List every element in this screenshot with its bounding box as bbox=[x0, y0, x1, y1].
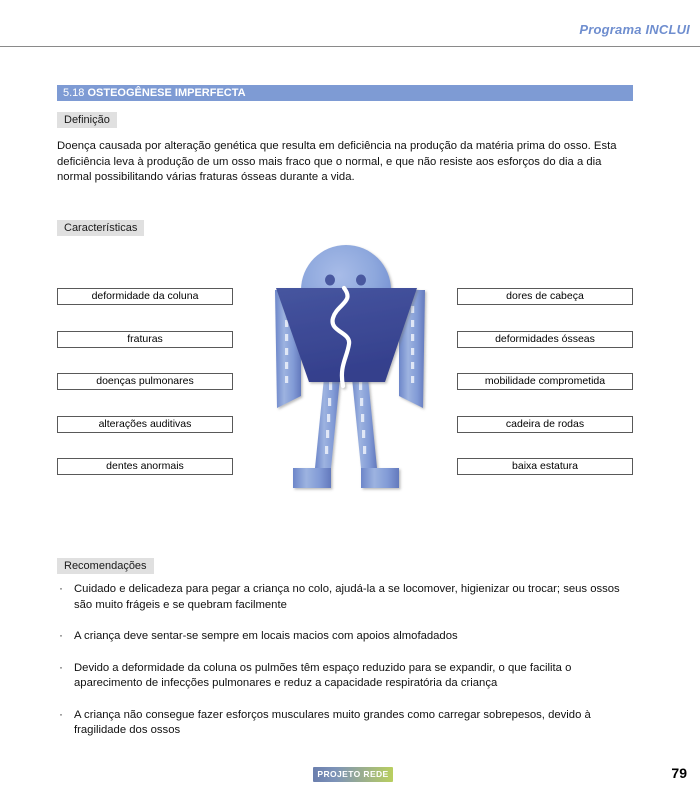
figure-eye-right bbox=[356, 275, 366, 286]
characteristic-box: alterações auditivas bbox=[57, 416, 233, 433]
recommendations-label: Recomendações bbox=[57, 558, 154, 574]
definition-text: Doença causada por alteração genética que resulta em deficiência na produção da matéria prima do osso. Esta deficiência leva à produção de um osso mais fraco que o normal, e que não resiste aos esforços do dia a dia normal possibilitando várias fraturas ósseas durante a vida. bbox=[57, 140, 617, 183]
bullet-icon: · bbox=[59, 581, 63, 595]
characteristic-box: cadeira de rodas bbox=[457, 416, 633, 433]
bullet-icon: · bbox=[59, 659, 63, 674]
characteristic-box: dores de cabeça bbox=[457, 288, 633, 305]
page-number: 79 bbox=[671, 765, 687, 781]
recommendation-item bbox=[57, 661, 637, 692]
figure-eye-left bbox=[325, 275, 335, 286]
recommendation-text: A criança deve sentar-se sempre em locais macios com apoios almofadados bbox=[74, 630, 458, 642]
recommendation-item bbox=[57, 629, 637, 645]
characteristic-box: doenças pulmonares bbox=[57, 373, 233, 390]
header-title: Programa INCLUI bbox=[579, 22, 690, 37]
recommendations-list bbox=[57, 582, 637, 755]
section-name: OSTEOGÊNESE IMPERFECTA bbox=[87, 87, 246, 99]
header-divider bbox=[0, 46, 700, 47]
recommendation-item bbox=[57, 708, 637, 739]
characteristic-box: dentes anormais bbox=[57, 458, 233, 475]
definition-label: Definição bbox=[57, 112, 117, 128]
characteristic-box: deformidades ósseas bbox=[457, 331, 633, 348]
characteristics-label: Características bbox=[57, 220, 144, 236]
stick-figure-illustration bbox=[265, 240, 435, 510]
section-number: 5.18 bbox=[63, 87, 85, 99]
section-title-bar bbox=[57, 85, 633, 101]
projeto-rede-logo-text: PROJETO REDE bbox=[317, 769, 389, 779]
characteristic-box: baixa estatura bbox=[457, 458, 633, 475]
characteristic-box: mobilidade comprometida bbox=[457, 373, 633, 390]
recommendation-text: Cuidado e delicadeza para pegar a criança no colo, ajudá-la a se locomover, higienizar ou trocar; seus ossos são muito frágeis e se quebram facilmente bbox=[74, 583, 620, 611]
projeto-rede-logo bbox=[313, 767, 393, 782]
recommendation-item bbox=[57, 582, 637, 613]
bullet-icon: · bbox=[59, 706, 63, 721]
figure-right-leg bbox=[351, 368, 399, 488]
bullet-icon: · bbox=[59, 628, 63, 642]
characteristic-box: deformidade da coluna bbox=[57, 288, 233, 305]
characteristic-box: fraturas bbox=[57, 331, 233, 348]
recommendation-text: Devido a deformidade da coluna os pulmões têm espaço reduzido para se expandir, o que facilita o aparecimento de infecções pulmonares e reduz a capacidade respiratória da criança bbox=[74, 661, 572, 689]
recommendation-text: A criança não consegue fazer esforços musculares muito grandes como carregar sobrepesos, devido à fragilidade dos ossos bbox=[74, 708, 591, 736]
page-header bbox=[0, 0, 700, 47]
